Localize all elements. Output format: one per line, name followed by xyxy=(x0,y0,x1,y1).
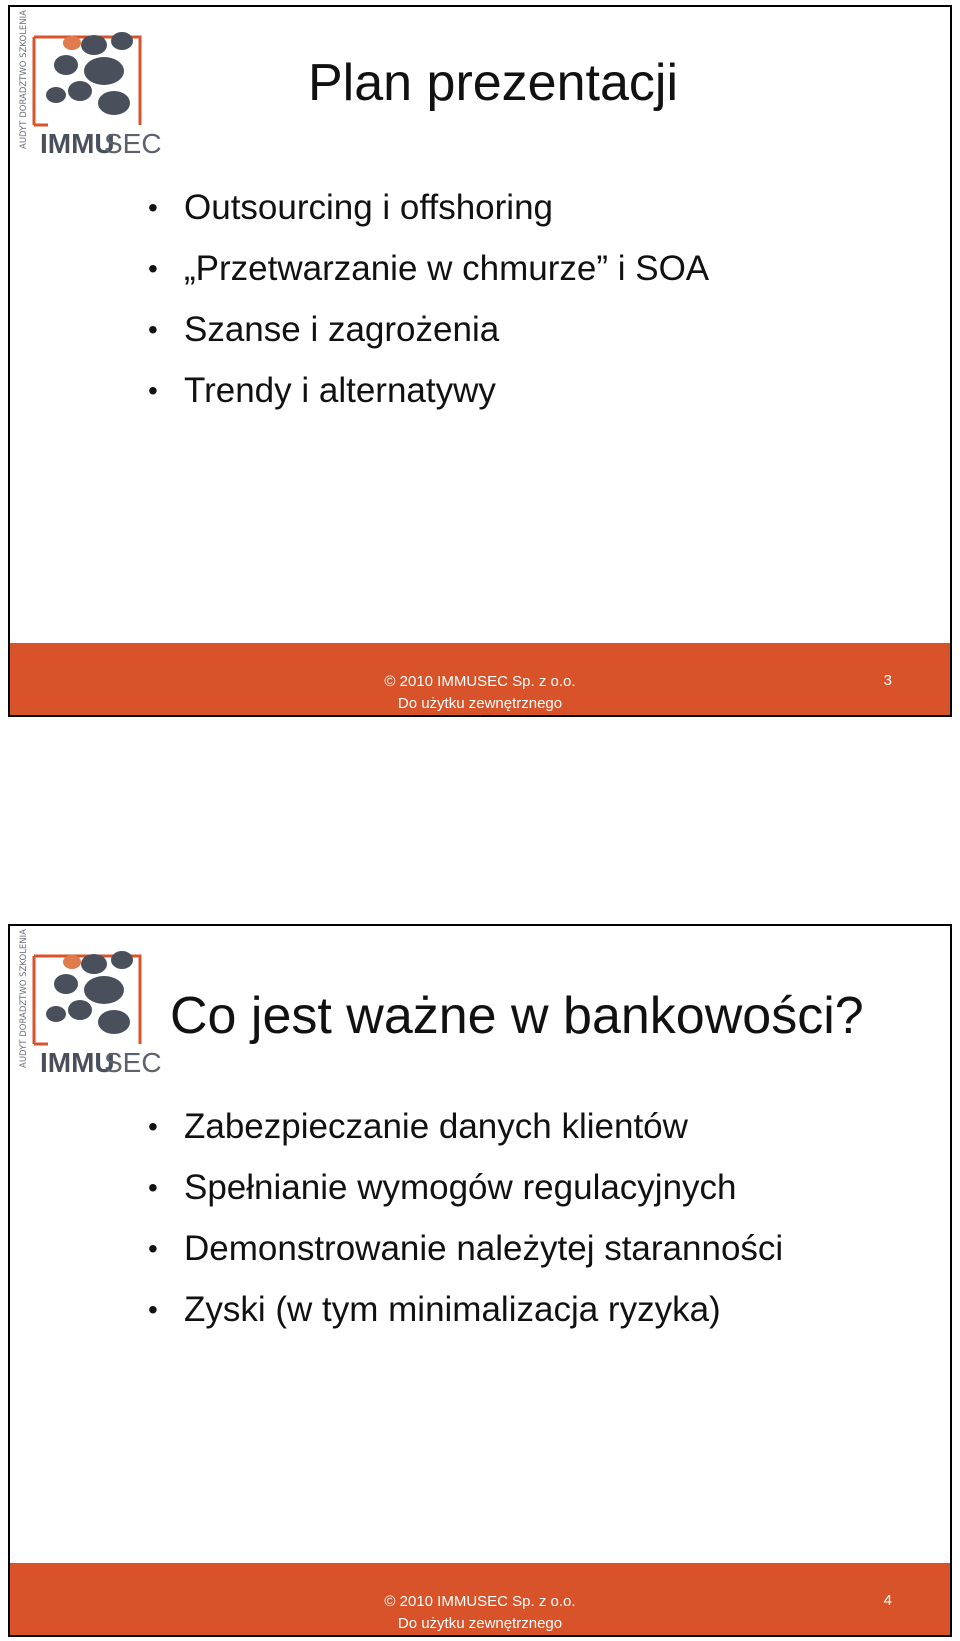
bullet-icon: • xyxy=(148,314,158,345)
bullet-icon: • xyxy=(148,1294,158,1325)
slide-footer xyxy=(10,1563,950,1635)
list-item xyxy=(134,1157,783,1218)
list-item-text: Szanse i zagrożenia xyxy=(184,310,500,349)
bullet-icon: • xyxy=(148,1233,158,1264)
list-item-text: Zabezpieczanie danych klientów xyxy=(184,1107,688,1146)
logo-name-light: SEC xyxy=(104,128,162,159)
page-number: 3 xyxy=(883,672,892,689)
list-item-text: Demonstrowanie należytej staranności xyxy=(184,1229,784,1268)
usage-line: Do użytku zewnętrznego xyxy=(397,695,563,712)
list-item xyxy=(134,177,709,238)
list-item xyxy=(134,360,709,421)
copyright-line: © 2010 IMMUSEC Sp. z o.o. xyxy=(384,673,576,690)
slide-title: Co jest ważne w bankowości? xyxy=(170,987,864,1045)
copyright-line: © 2010 IMMUSEC Sp. z o.o. xyxy=(384,1593,576,1610)
list-item xyxy=(134,1218,783,1279)
bullet-list xyxy=(134,177,709,421)
list-item-text: Trendy i alternatywy xyxy=(184,371,496,410)
list-item xyxy=(134,1279,783,1340)
bullet-icon: • xyxy=(148,1172,158,1203)
list-item xyxy=(134,299,709,360)
list-item-text: Zyski (w tym minimalizacja ryzyka) xyxy=(184,1290,721,1329)
logo-tagline: AUDYT DORADZTWO SZKOLENIA xyxy=(19,929,29,1068)
immusec-logo xyxy=(18,929,162,1080)
logo-name-bold: IMMU xyxy=(40,128,115,159)
list-item-text: Spełnianie wymogów regulacyjnych xyxy=(184,1168,737,1207)
immusec-logo xyxy=(18,10,162,161)
bullet-icon: • xyxy=(148,1111,158,1142)
list-item-text: „Przetwarzanie w chmurze” i SOA xyxy=(184,249,710,288)
slide-4 xyxy=(8,924,952,1637)
footer-copyright xyxy=(10,671,950,715)
logo-name-light: SEC xyxy=(104,1047,162,1078)
usage-line: Do użytku zewnętrznego xyxy=(397,1615,563,1632)
list-item xyxy=(134,1096,783,1157)
logo-tagline: AUDYT DORADZTWO SZKOLENIA xyxy=(19,10,29,149)
logo-name-bold: IMMU xyxy=(40,1047,115,1078)
slide-title: Plan prezentacji xyxy=(308,54,678,112)
bullet-list xyxy=(134,1096,783,1340)
slide-3 xyxy=(8,5,952,717)
page-number: 4 xyxy=(883,1592,892,1609)
slide-footer xyxy=(10,643,950,715)
bullet-icon: • xyxy=(148,253,158,284)
list-item xyxy=(134,238,709,299)
footer-copyright xyxy=(10,1591,950,1635)
bullet-icon: • xyxy=(148,375,158,406)
list-item-text: Outsourcing i offshoring xyxy=(184,188,554,227)
bullet-icon: • xyxy=(148,192,158,223)
